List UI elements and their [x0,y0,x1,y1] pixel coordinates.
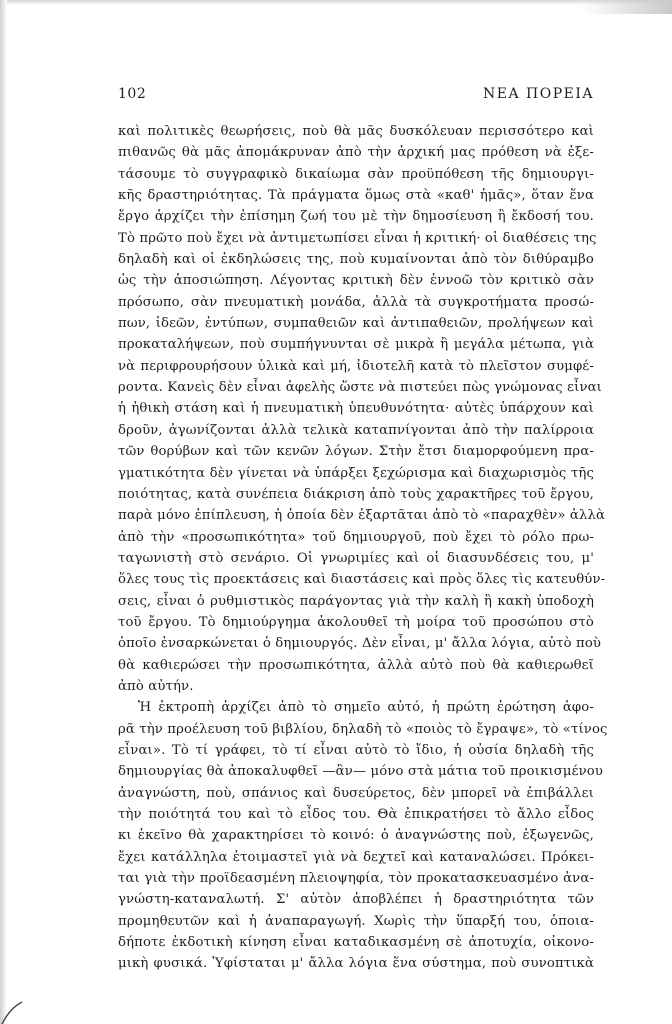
scan-top-edge [0,0,672,5]
text-line: δροῦν, ἀγωνίζονται ἀλλὰ τελικὰ καταπνίγονται ἀπὸ τὴν παλίρροια [118,422,594,438]
text-line: κι ἐκεῖνο θὰ χαρακτηρίσει τὸ κοινό: ὁ ἀναγνώστης ποὺ, ἐξωγενῶς, [118,828,594,844]
text-line: νὰ περιφρουρήσουν ὑλικὰ καὶ μή, ἰδιοτελῆ κατὰ τὸ πλεῖστον συμφέ- [118,358,594,374]
text-line: προκαταλήψεων, ποὺ συμπήγνυνται σὲ μικρὰ ἢ μεγάλα μέτωπα, γιὰ [118,337,594,353]
text-line: ἀπὸ αὐτήν. [118,678,194,694]
text-line: ρᾶ τὴν προέλευση τοῦ βιβλίου, δηλαδὴ τὸ «ποιὸς τὸ ἔγραψε», τὸ «τίνος [118,721,608,737]
text-line: δημιουργίας θὰ ἀποκαλυφθεῖ —ἂν— μόνο στὰ μάτια τοῦ προικισμένου [118,764,604,780]
text-line: ὡς τὴν ἀποσιώπηση. Λέγοντας κριτικὴ δὲν ἐννοῶ τὸν κριτικὸ σὰν [118,273,594,289]
page-header [118,86,594,106]
body-text [118,121,608,975]
text-line: γνώστη-καταναλωτή. Σ' αὐτὸν ἀποβλέπει ἡ δραστηριότητα τῶν [118,892,594,908]
text-line: Τὸ πρῶτο ποὺ ἔχει νὰ ἀντιμετωπίσει εἶναι ἡ κριτική· οἱ διαθέσεις της [118,230,597,246]
text-line: ταγωνιστὴ στὸ σενάριο. Οἱ γνωριμίες καὶ οἱ διασυνδέσεις του, μ' [118,550,594,566]
text-line: πρόσωπο, σὰν πνευματικὴ μονάδα, ἀλλὰ τὰ συγκροτήματα προσώ- [118,294,594,310]
text-line: δήποτε ἐκδοτικὴ κίνηση εἶναι καταδικασμένη σὲ ἀποτυχία, οἰκονο- [118,935,594,951]
text-line: σεις, εἶναι ὁ ρυθμιστικὸς παράγοντας γιὰ τὴν καλὴ ἢ κακὴ ὑποδοχὴ [118,593,594,609]
scan-corner-mark [0,994,40,1024]
page-number: 102 [118,86,147,102]
text-line: παρὰ μόνο ἐπίπλευση, ἡ ὁποία δὲν ἐξαρτᾶται ἀπὸ τὸ «παραχθὲν» ἀλλὰ [118,508,606,524]
text-line: τὴν ποιότητά του καὶ τὸ εἶδος του. Θὰ ἐπικρατήσει τὸ ἄλλο εἶδος [118,807,594,822]
text-line: ἔργο ἀρχίζει τὴν ἐπίσημη ζωή του μὲ τὴν δημοσίευση ἢ ἔκδοσή του. [118,209,594,225]
text-line: μικὴ φυσικά. Ὑφίσταται μ' ἄλλα λόγια ἕνα σύστημα, ποὺ συνοπτικὰ [118,956,594,972]
text-line: κῆς δραστηριότητας. Τὰ πράγματα ὅμως στὰ «καθ' ἡμᾶς», ὅταν ἕνα [118,188,594,204]
running-head: ΝΕΑ ΠΟΡΕΙΑ [483,86,594,102]
text-line: ὅλες τους τὶς προεκτάσεις καὶ διαστάσεις καὶ πρὸς ὅλες τὶς κατευθύν- [118,572,606,588]
text-line: ται γιὰ τὴν προϊδεασμένη πλειοψηφία, τὸν προκατασκευασμένο ἀνα- [118,871,594,887]
text-line: ἀναγνώστη, ποὺ, σπάνιος καὶ δυσεύρετος, δὲν μπορεῖ νὰ ἐπιβάλλει [118,785,594,801]
text-line: θὰ καθιερώσει τὴν προσωπικότητα, ἀλλὰ αὐτὸ ποὺ θὰ καθιερωθεῖ [118,657,594,673]
text-line: εἶναι». Τὸ τί γράφει, τὸ τί εἶναι αὐτὸ τὸ ἴδιο, ἡ οὐσία δηλαδὴ τῆς [118,742,594,758]
text-line: πιθανῶς θὰ μᾶς ἀπομάκρυναν ἀπὸ τὴν ἀρχική μας πρόθεση νὰ ἐξε- [118,145,594,161]
scan-left-edge [0,0,7,1024]
scan-shadow [582,0,672,14]
text-line: Ἡ ἐκτροπὴ ἀρχίζει ἀπὸ τὸ σημεῖο αὐτό, ἡ πρώτη ἐρώτηση ἀφο- [138,700,594,716]
text-line: τῶν θορύβων καὶ τῶν κενῶν λόγων. Στὴν ἔτσι διαμορφούμενη πρα- [118,444,594,460]
text-line: ἔχει κατάλληλα ἑτοιμαστεῖ γιὰ νὰ δεχτεῖ καὶ καταναλώσει. Πρόκει- [118,849,594,865]
text-line: ροντα. Κανεὶς δὲν εἶναι ἀφελὴς ὥστε νὰ πιστεύει πὼς γνώμονας εἶναι [118,380,602,396]
text-line: ποιότητας, κατὰ συνέπεια διάκριση ἀπὸ τοὺς χαρακτῆρες τοῦ ἔργου, [118,486,594,502]
text-line: προμηθευτῶν καὶ ἡ ἀναπαραγωγή. Χωρὶς τὴν ὕπαρξή του, ὁποια- [118,913,594,929]
text-line: ἀπὸ τὴν «προσωπικότητα» τοῦ δημιουργοῦ, ποὺ ἔχει τὸ ρόλο πρω- [118,529,594,545]
text-line: δηλαδὴ καὶ οἱ ἐκδηλώσεις της, ποὺ κυμαίνονται ἀπὸ τὸν διθύραμβο [118,252,594,268]
text-line: ἡ ἠθικὴ στάση καὶ ἡ πνευματικὴ ὑπευθυνότητα· αὐτὲς ὑπάρχουν καὶ [118,401,594,417]
text-line: καὶ πολιτικὲς θεωρήσεις, ποὺ θὰ μᾶς δυσκόλευαν περισσότερο καὶ [118,124,594,139]
text-line: τοῦ ἔργου. Τὸ δημιούργημα ἀκολουθεῖ τὴ μοίρα τοῦ προσώπου στὸ [118,614,594,630]
text-line: γματικότητα δὲν γίνεται νὰ ὑπάρξει ξεχώρισμα καὶ διαχωρισμὸς τῆς [118,465,594,481]
text-line: τάσουμε τὸ συγγραφικὸ δικαίωμα σὰν προϋπόθεση τῆς δημιουργι- [118,166,594,182]
text-line: ὁποῖο ἐνσαρκώνεται ὁ δημιουργός. Δὲν εἶναι, μ' ἄλλα λόγια, αὐτὸ ποὺ [118,636,602,652]
text-line: πων, ἰδεῶν, ἐντύπων, συμπαθειῶν καὶ ἀντιπαθειῶν, προλήψεων καὶ [118,316,594,332]
